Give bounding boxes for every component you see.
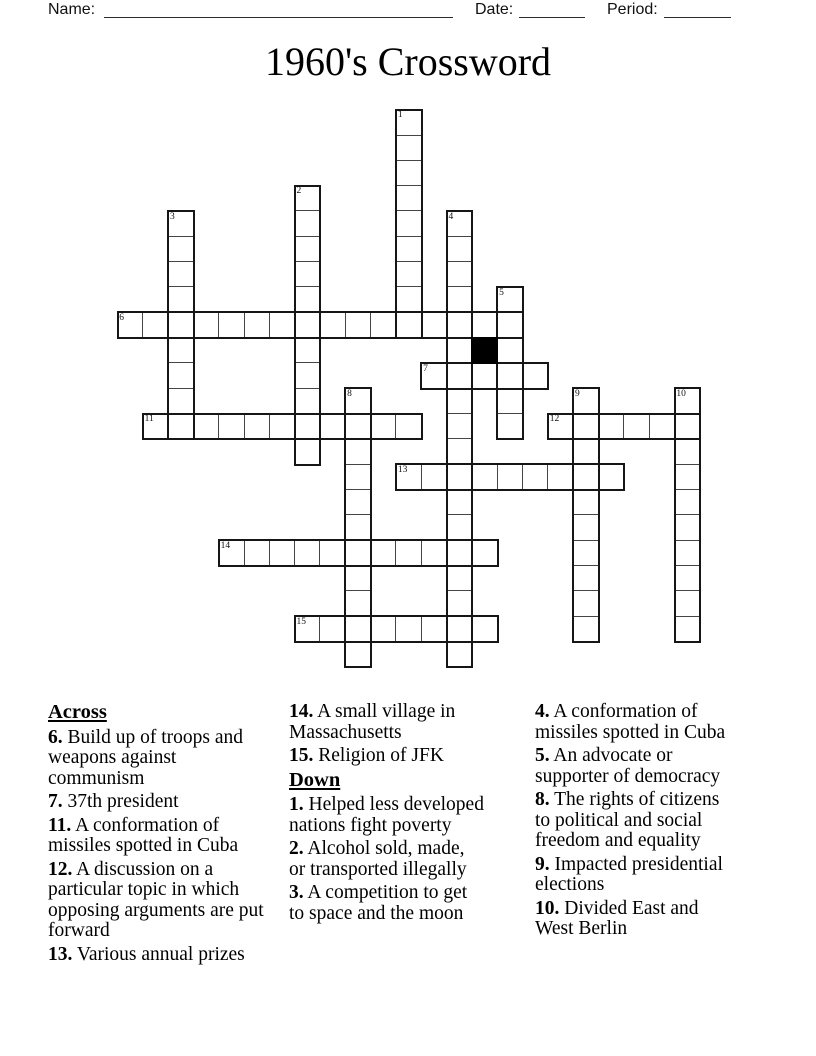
clue-number: 4. (535, 701, 550, 722)
clue-item: 2. Alcohol sold, made, or transported illegally (289, 838, 467, 880)
clue-item: 3. A competition to get to space and the moon (289, 882, 468, 924)
grid-cell[interactable] (446, 489, 473, 516)
grid-cell[interactable] (446, 565, 473, 592)
cell-number: 7 (423, 363, 428, 374)
cell-number: 9 (575, 388, 580, 399)
grid-cell[interactable] (168, 388, 195, 415)
cell-number: 8 (347, 388, 352, 399)
cell-number: 15 (296, 616, 307, 627)
grid-cell[interactable] (446, 337, 473, 364)
grid-cell[interactable] (573, 464, 600, 491)
cell-number: 13 (397, 464, 408, 475)
grid-cell[interactable] (674, 616, 701, 643)
grid-cell[interactable] (446, 312, 473, 339)
grid-cell[interactable] (471, 312, 498, 339)
grid-cell[interactable] (168, 210, 195, 237)
grid-cell[interactable] (471, 464, 498, 491)
grid-cell[interactable] (218, 413, 245, 440)
grid-cell[interactable] (244, 312, 271, 339)
grid-cell[interactable] (674, 413, 701, 440)
grid-cell[interactable] (446, 590, 473, 617)
clue-item: 14. A small village in Massachusetts (289, 701, 456, 743)
grid-cell[interactable] (345, 616, 372, 643)
grid-cell[interactable] (395, 210, 422, 237)
grid-cell[interactable] (573, 388, 600, 415)
black-cell (471, 337, 498, 364)
clue-number: 14. (289, 701, 314, 722)
grid-cell[interactable] (446, 540, 473, 567)
grid-cell[interactable] (395, 261, 422, 288)
grid-cell[interactable] (446, 236, 473, 263)
grid-cell[interactable] (269, 312, 296, 339)
grid-cell[interactable] (294, 438, 321, 465)
grid-cell[interactable] (649, 413, 676, 440)
clue-number: 7. (48, 791, 63, 812)
period-label: Period: (607, 1, 658, 18)
across-header: Across (48, 701, 107, 723)
grid-cell[interactable] (446, 616, 473, 643)
grid-cell[interactable] (446, 210, 473, 237)
cell-number: 2 (296, 186, 302, 197)
grid-cell[interactable] (168, 312, 195, 339)
grid-cell[interactable] (193, 312, 220, 339)
clue-number: 15. (289, 745, 314, 766)
clue-item: 10. Divided East and West Berlin (535, 897, 699, 939)
grid-cell[interactable] (142, 312, 169, 339)
grid-cell[interactable] (446, 362, 473, 389)
grid-cell[interactable] (345, 438, 372, 465)
grid-cell[interactable] (573, 413, 600, 440)
grid-cell[interactable] (345, 388, 372, 415)
grid-cell[interactable] (522, 362, 549, 389)
cell-number: 5 (499, 287, 504, 298)
clue-number: 5. (535, 745, 550, 766)
grid-cell[interactable] (294, 413, 321, 440)
grid-cell[interactable] (142, 413, 169, 440)
grid-cell[interactable] (421, 616, 448, 643)
grid-cell[interactable] (244, 540, 271, 567)
clue-number: 3. (289, 882, 304, 903)
grid-cell[interactable] (345, 641, 372, 668)
grid-cell[interactable] (345, 464, 372, 491)
grid-cell[interactable] (319, 413, 346, 440)
name-label: Name: (48, 1, 96, 18)
grid-cell[interactable] (471, 616, 498, 643)
cell-number: 10 (676, 388, 686, 399)
grid-cell[interactable] (421, 540, 448, 567)
grid-cell[interactable] (421, 464, 448, 491)
grid-cell[interactable] (446, 388, 473, 415)
grid-cell[interactable] (497, 286, 524, 313)
grid-cell[interactable] (395, 413, 422, 440)
down-header: Down (289, 768, 341, 791)
grid-cell[interactable] (497, 413, 524, 440)
grid-cell[interactable] (446, 464, 473, 491)
clue-item: 1. Helped less developed nations fight poverty (289, 794, 484, 836)
grid-cell[interactable] (446, 261, 473, 288)
clue-number: 13. (48, 943, 73, 965)
clue-item: 7. 37th president (48, 791, 179, 812)
grid-cell[interactable] (345, 413, 372, 440)
grid-cell[interactable] (294, 388, 321, 415)
grid-cell[interactable] (421, 362, 448, 389)
grid-cell[interactable] (193, 413, 220, 440)
date-label: Date: (475, 1, 514, 18)
grid-cell[interactable] (319, 616, 346, 643)
grid-cell[interactable] (674, 514, 701, 541)
grid-cell[interactable] (674, 464, 701, 491)
grid-cell[interactable] (598, 413, 625, 440)
grid-cell[interactable] (218, 540, 245, 567)
grid-cell[interactable] (471, 540, 498, 567)
grid-cell[interactable] (497, 464, 524, 491)
grid-cell[interactable] (497, 337, 524, 364)
grid-cell[interactable] (168, 337, 195, 364)
grid-cell[interactable] (294, 312, 321, 339)
grid-cell[interactable] (573, 514, 600, 541)
grid-cell[interactable] (269, 413, 296, 440)
grid-cell[interactable] (395, 540, 422, 567)
cell-number: 1 (397, 110, 403, 121)
grid-cell[interactable] (395, 236, 422, 263)
grid-cell[interactable] (269, 540, 296, 567)
clue-item: 5. An advocate or supporter of democracy (535, 745, 721, 787)
cell-number: 6 (119, 312, 125, 323)
cell-number: 3 (169, 211, 175, 222)
clue-number: 1. (289, 794, 304, 815)
clue-item: 4. A conformation of missiles spotted in Cuba (535, 701, 726, 743)
grid-cell[interactable] (497, 362, 524, 389)
grid-cell[interactable] (218, 312, 245, 339)
grid-cell[interactable] (345, 590, 372, 617)
clue-number: 11. (48, 814, 72, 836)
grid-cell[interactable] (244, 413, 271, 440)
grid-cell[interactable] (345, 540, 372, 567)
grid-cell[interactable] (345, 565, 372, 592)
grid-cell[interactable] (345, 489, 372, 516)
grid-cell[interactable] (294, 261, 321, 288)
grid-cell[interactable] (598, 464, 625, 491)
grid-cell[interactable] (674, 388, 701, 415)
grid-cell[interactable] (497, 312, 524, 339)
clue-item: 8. The rights of citizens to political and social freedom and equality (535, 789, 720, 851)
grid-cell[interactable] (345, 514, 372, 541)
grid-cell[interactable] (573, 616, 600, 643)
grid-cell[interactable] (319, 540, 346, 567)
grid-cell[interactable] (370, 616, 397, 643)
grid-cell[interactable] (117, 312, 144, 339)
cell-number: 14 (220, 540, 231, 551)
grid-cell[interactable] (573, 489, 600, 516)
clue-number: 6. (48, 726, 63, 748)
grid-cell[interactable] (497, 388, 524, 415)
cell-number: 11 (144, 414, 154, 425)
grid-cell[interactable] (370, 540, 397, 567)
cell-number: 12 (549, 414, 560, 425)
clue-item: 13. Various annual prizes (48, 943, 245, 965)
grid-cell[interactable] (421, 312, 448, 339)
grid-cell[interactable] (547, 464, 574, 491)
clue-item: 6. Build up of troops and weapons against communism (48, 726, 243, 789)
grid-cell[interactable] (294, 236, 321, 263)
grid-cell[interactable] (674, 540, 701, 567)
clue-item: 12. A discussion on a particular topic in which opposing arguments are put forward (48, 858, 264, 941)
grid-cell[interactable] (573, 590, 600, 617)
clue-number: 10. (535, 897, 560, 919)
clue-number: 9. (535, 853, 550, 875)
grid-cell[interactable] (168, 261, 195, 288)
grid-cell[interactable] (395, 616, 422, 643)
grid-cell[interactable] (395, 135, 422, 162)
grid-cell[interactable] (294, 337, 321, 364)
grid-cell[interactable] (674, 590, 701, 617)
clue-number: 8. (535, 789, 550, 810)
grid-cell[interactable] (395, 464, 422, 491)
grid-cell[interactable] (446, 438, 473, 465)
clue-item: 9. Impacted presidential elections (535, 853, 723, 895)
grid-cell[interactable] (573, 438, 600, 465)
grid-cell[interactable] (294, 540, 321, 567)
grid-cell[interactable] (446, 641, 473, 668)
grid-cell[interactable] (573, 540, 600, 567)
grid-cell[interactable] (446, 413, 473, 440)
clue-item: 15. Religion of JFK (289, 745, 444, 766)
grid-cell[interactable] (395, 160, 422, 187)
grid-cell[interactable] (294, 616, 321, 643)
grid-cell[interactable] (446, 286, 473, 313)
grid-cell[interactable] (573, 565, 600, 592)
clue-column-3 (535, 702, 783, 943)
grid-cell[interactable] (522, 464, 549, 491)
clue-column-2 (289, 702, 521, 927)
grid-cell[interactable] (395, 286, 422, 313)
clue-column-1 (48, 702, 288, 968)
grid-cell[interactable] (319, 312, 346, 339)
grid-cell[interactable] (674, 565, 701, 592)
clue-item: 11. A conformation of missiles spotted in Cuba (48, 814, 239, 856)
page-title: 1960's Crossword (264, 39, 552, 84)
grid-cell[interactable] (547, 413, 574, 440)
grid-cell[interactable] (395, 312, 422, 339)
grid-cell[interactable] (294, 185, 321, 212)
grid-cell[interactable] (168, 236, 195, 263)
grid-cell[interactable] (294, 286, 321, 313)
grid-cell[interactable] (168, 286, 195, 313)
clue-number: 2. (289, 838, 304, 859)
grid-cell[interactable] (294, 362, 321, 389)
grid-cell[interactable] (674, 438, 701, 465)
clue-number: 12. (48, 858, 73, 880)
cell-number: 4 (448, 211, 454, 222)
grid-cell[interactable] (395, 185, 422, 212)
grid-cell[interactable] (168, 413, 195, 440)
grid-cell[interactable] (446, 514, 473, 541)
grid-cell[interactable] (370, 413, 397, 440)
grid-cell[interactable] (345, 312, 372, 339)
grid-cell[interactable] (168, 362, 195, 389)
grid-cell[interactable] (471, 362, 498, 389)
grid-cell[interactable] (623, 413, 650, 440)
grid-cell[interactable] (370, 312, 397, 339)
grid-cell[interactable] (294, 210, 321, 237)
grid-cell[interactable] (674, 489, 701, 516)
grid-cell[interactable] (395, 109, 422, 136)
